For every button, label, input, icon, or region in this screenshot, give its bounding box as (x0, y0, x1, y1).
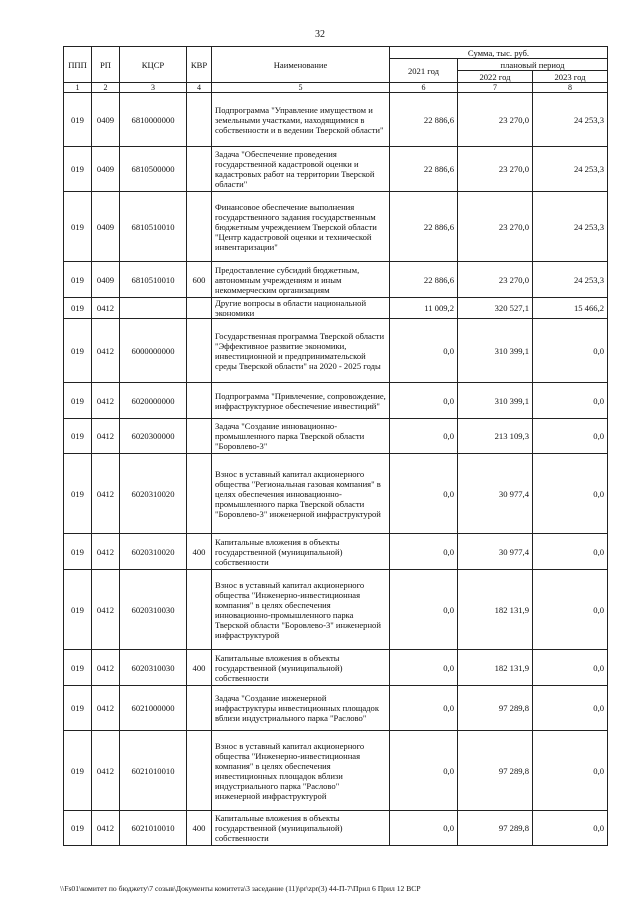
cell-kcsr: 6020310020 (120, 534, 187, 570)
cell-kcsr: 6810510010 (120, 192, 187, 262)
cell-ppp: 019 (64, 731, 92, 811)
cell-kcsr: 6020310030 (120, 650, 187, 686)
cell-2021: 22 886,6 (390, 262, 458, 298)
cell-ppp: 019 (64, 419, 92, 454)
cell-kvr (187, 298, 212, 319)
header-rp: РП (92, 47, 120, 83)
cell-2021: 22 886,6 (390, 93, 458, 147)
header-kvr: КВР (187, 47, 212, 83)
cell-kvr: 400 (187, 650, 212, 686)
header-kcsr: КЦСР (120, 47, 187, 83)
table-row (64, 262, 608, 298)
cell-rp: 0412 (92, 534, 120, 570)
cell-name: Другие вопросы в области национальной экономики (212, 298, 390, 319)
cell-2023: 0,0 (533, 383, 608, 419)
cell-2023: 0,0 (533, 570, 608, 650)
cell-rp: 0412 (92, 686, 120, 731)
cell-name: Капитальные вложения в объекты государственной (муниципальной) собственности (212, 534, 390, 570)
cell-kvr (187, 192, 212, 262)
table-row (64, 319, 608, 383)
header-ppp: ППП (64, 47, 92, 83)
table-row (64, 570, 608, 650)
cell-2023: 24 253,3 (533, 192, 608, 262)
cell-ppp: 019 (64, 192, 92, 262)
cell-name: Взнос в уставный капитал акционерного общества "Инженерно-инвестиционная компания" в целях обеспечения инновационно-промышленного парка Тверской области "Боровлево-3" инженерной инфраструктурой (212, 570, 390, 650)
table-row (64, 419, 608, 454)
cell-2023: 24 253,3 (533, 93, 608, 147)
cell-2022: 30 977,4 (458, 454, 533, 534)
cell-kvr (187, 686, 212, 731)
cell-ppp: 019 (64, 454, 92, 534)
cell-2023: 15 466,2 (533, 298, 608, 319)
cell-name: Государственная программа Тверской области "Эффективное развитие экономики, инвестиционной и предпринимательской среды Тверской области" на 2020 - 2025 годы (212, 319, 390, 383)
cell-2021: 22 886,6 (390, 192, 458, 262)
cell-2022: 310 399,1 (458, 383, 533, 419)
table-row (64, 731, 608, 811)
cell-2022: 23 270,0 (458, 192, 533, 262)
table-row (64, 454, 608, 534)
cell-kcsr: 6020310030 (120, 570, 187, 650)
column-number: 3 (120, 83, 187, 93)
cell-kcsr: 6021000000 (120, 686, 187, 731)
cell-kcsr: 6810500000 (120, 147, 187, 192)
cell-2022: 213 109,3 (458, 419, 533, 454)
cell-ppp: 019 (64, 686, 92, 731)
cell-2021: 0,0 (390, 686, 458, 731)
cell-2021: 0,0 (390, 811, 458, 846)
cell-2021: 0,0 (390, 534, 458, 570)
cell-name: Задача "Обеспечение проведения государственной кадастровой оценки и кадастровых работ на территории Тверской области" (212, 147, 390, 192)
cell-2023: 0,0 (533, 686, 608, 731)
cell-kvr (187, 419, 212, 454)
cell-ppp: 019 (64, 570, 92, 650)
cell-2021: 0,0 (390, 383, 458, 419)
cell-2022: 182 131,9 (458, 570, 533, 650)
cell-kvr (187, 147, 212, 192)
cell-ppp: 019 (64, 383, 92, 419)
header-sum: Сумма, тыс. руб. (390, 47, 608, 59)
cell-rp: 0409 (92, 192, 120, 262)
cell-kvr (187, 93, 212, 147)
column-number: 6 (390, 83, 458, 93)
page-number: 32 (315, 29, 325, 40)
column-number: 1 (64, 83, 92, 93)
cell-rp: 0412 (92, 298, 120, 319)
cell-rp: 0412 (92, 731, 120, 811)
cell-2021: 0,0 (390, 570, 458, 650)
table-row (64, 298, 608, 319)
cell-kvr (187, 570, 212, 650)
cell-2023: 0,0 (533, 731, 608, 811)
cell-2023: 24 253,3 (533, 147, 608, 192)
cell-ppp: 019 (64, 298, 92, 319)
cell-2023: 0,0 (533, 419, 608, 454)
cell-ppp: 019 (64, 93, 92, 147)
cell-ppp: 019 (64, 811, 92, 846)
column-number: 4 (187, 83, 212, 93)
table-row (64, 811, 608, 846)
cell-2023: 0,0 (533, 454, 608, 534)
cell-rp: 0409 (92, 262, 120, 298)
header-year-2022: 2022 год (458, 71, 533, 83)
cell-2022: 182 131,9 (458, 650, 533, 686)
cell-2022: 23 270,0 (458, 147, 533, 192)
cell-kcsr: 6020310020 (120, 454, 187, 534)
cell-ppp: 019 (64, 262, 92, 298)
cell-2021: 0,0 (390, 319, 458, 383)
cell-rp: 0409 (92, 147, 120, 192)
header-plan-period: плановый период (458, 59, 608, 71)
column-number-row (64, 83, 608, 93)
cell-2023: 0,0 (533, 534, 608, 570)
table-row (64, 650, 608, 686)
cell-kvr (187, 319, 212, 383)
budget-table (63, 46, 608, 846)
cell-kcsr: 6020300000 (120, 419, 187, 454)
cell-2022: 30 977,4 (458, 534, 533, 570)
cell-2022: 23 270,0 (458, 262, 533, 298)
cell-kcsr: 6020000000 (120, 383, 187, 419)
footer-file-path: \\Fs01\комитет по бюджету\7 созыв\Документы комитета\3 заседание (11)\pr\zpr(3) 44-П-7\Прил 6 Прил 12 ВСР (60, 884, 421, 893)
cell-rp: 0412 (92, 383, 120, 419)
header-name: Наименование (212, 47, 390, 83)
cell-rp: 0412 (92, 419, 120, 454)
cell-rp: 0412 (92, 650, 120, 686)
cell-2021: 22 886,6 (390, 147, 458, 192)
column-number: 7 (458, 83, 533, 93)
table-row (64, 534, 608, 570)
cell-2022: 97 289,8 (458, 686, 533, 731)
cell-2022: 97 289,8 (458, 731, 533, 811)
cell-name: Капитальные вложения в объекты государственной (муниципальной) собственности (212, 811, 390, 846)
header-year-2021: 2021 год (390, 59, 458, 83)
cell-kcsr (120, 298, 187, 319)
cell-2021: 0,0 (390, 731, 458, 811)
cell-2021: 0,0 (390, 419, 458, 454)
cell-kcsr: 6000000000 (120, 319, 187, 383)
column-number: 8 (533, 83, 608, 93)
cell-kcsr: 6021010010 (120, 811, 187, 846)
cell-name: Подпрограмма "Управление имуществом и земельными участками, находящимися в собственности и в ведении Тверской области" (212, 93, 390, 147)
cell-kcsr: 6021010010 (120, 731, 187, 811)
cell-rp: 0412 (92, 454, 120, 534)
header-year-2023: 2023 год (533, 71, 608, 83)
cell-name: Капитальные вложения в объекты государственной (муниципальной) собственности (212, 650, 390, 686)
cell-kcsr: 6810000000 (120, 93, 187, 147)
cell-kvr: 400 (187, 534, 212, 570)
cell-kvr: 600 (187, 262, 212, 298)
cell-ppp: 019 (64, 650, 92, 686)
cell-rp: 0412 (92, 570, 120, 650)
column-number: 5 (212, 83, 390, 93)
cell-2023: 24 253,3 (533, 262, 608, 298)
cell-name: Взнос в уставный капитал акционерного общества "Региональная газовая компания" в целях обеспечения инновационно-промышленного парка Тверской области "Боровлево-3" инженерной инфраструктурой (212, 454, 390, 534)
cell-2021: 11 009,2 (390, 298, 458, 319)
cell-name: Задача "Создание инновационно-промышленного парка Тверской области "Боровлево-3" (212, 419, 390, 454)
table-row (64, 93, 608, 147)
table-row (64, 192, 608, 262)
cell-kvr (187, 454, 212, 534)
cell-name: Подпрограмма "Привлечение, сопровождение, инфраструктурное обеспечение инвестиций" (212, 383, 390, 419)
cell-2021: 0,0 (390, 454, 458, 534)
cell-2022: 320 527,1 (458, 298, 533, 319)
column-number: 2 (92, 83, 120, 93)
cell-2022: 310 399,1 (458, 319, 533, 383)
cell-2022: 23 270,0 (458, 93, 533, 147)
table-row (64, 147, 608, 192)
cell-ppp: 019 (64, 534, 92, 570)
cell-kvr (187, 383, 212, 419)
cell-ppp: 019 (64, 147, 92, 192)
cell-rp: 0412 (92, 319, 120, 383)
cell-2023: 0,0 (533, 650, 608, 686)
cell-2023: 0,0 (533, 319, 608, 383)
cell-2023: 0,0 (533, 811, 608, 846)
cell-rp: 0412 (92, 811, 120, 846)
cell-name: Взнос в уставный капитал акционерного общества "Инженерно-инвестиционная компания" в целях обеспечения инвестиционных площадок вблизи индустриального парка "Раслово" инженерной инфраструктурой (212, 731, 390, 811)
cell-rp: 0409 (92, 93, 120, 147)
cell-kvr: 400 (187, 811, 212, 846)
cell-name: Финансовое обеспечение выполнения государственного задания государственным бюджетным учреждением Тверской области "Центр кадастровой оценки и технической инвентаризации" (212, 192, 390, 262)
cell-2022: 97 289,8 (458, 811, 533, 846)
cell-kvr (187, 731, 212, 811)
cell-ppp: 019 (64, 319, 92, 383)
table-row (64, 686, 608, 731)
cell-2021: 0,0 (390, 650, 458, 686)
cell-kcsr: 6810510010 (120, 262, 187, 298)
cell-name: Задача "Создание инженерной инфраструктуры инвестиционных площадок вблизи индустриального парка "Раслово" (212, 686, 390, 731)
table-row (64, 383, 608, 419)
cell-name: Предоставление субсидий бюджетным, автономным учреждениям и иным некоммерческим организациям (212, 262, 390, 298)
budget-rows (64, 93, 608, 846)
